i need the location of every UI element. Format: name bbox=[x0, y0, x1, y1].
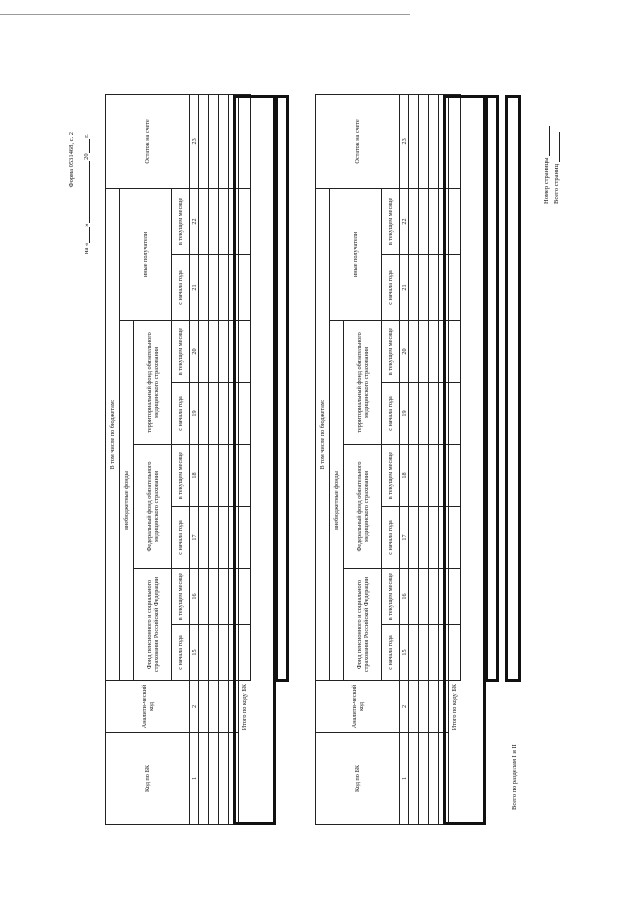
col-number: 23 bbox=[400, 94, 409, 188]
cell-input[interactable] bbox=[219, 733, 229, 825]
cell-input[interactable] bbox=[199, 255, 209, 321]
cell-input[interactable] bbox=[419, 569, 429, 625]
cell-input[interactable] bbox=[409, 255, 419, 321]
cell-input[interactable] bbox=[429, 94, 439, 188]
cell-input[interactable] bbox=[409, 383, 419, 445]
col-number: 22 bbox=[400, 188, 409, 254]
budget-table-2 bbox=[315, 94, 461, 825]
table-2-total-frame bbox=[485, 95, 499, 682]
col-number: 1 bbox=[400, 733, 409, 825]
col-number: 19 bbox=[400, 383, 409, 445]
cell-input[interactable] bbox=[409, 445, 419, 507]
fund-federal-oms-header: Федеральный фонд обязательного медицинского страхования bbox=[344, 445, 382, 569]
table-1-data-frame bbox=[233, 95, 276, 825]
current-month-header: в текущем месяце bbox=[172, 569, 190, 625]
cell-input[interactable] bbox=[219, 569, 229, 625]
col-number: 22 bbox=[190, 188, 199, 254]
cell-input[interactable] bbox=[429, 733, 439, 825]
cell-input[interactable] bbox=[419, 321, 429, 383]
grand-total-label: Всего по разделам I и II bbox=[511, 744, 518, 810]
current-month-header: в текущем месяце bbox=[382, 445, 400, 507]
cell-input[interactable] bbox=[429, 681, 439, 733]
cell-input[interactable] bbox=[429, 625, 439, 681]
col-number: 20 bbox=[190, 321, 199, 383]
cell-input[interactable] bbox=[219, 94, 229, 188]
col-code-bk-header: Код по БК bbox=[316, 733, 400, 825]
cell-input[interactable] bbox=[199, 383, 209, 445]
group-extrabudget-header: внебюджетные фонды bbox=[330, 321, 344, 681]
col-number: 2 bbox=[190, 681, 199, 733]
from-year-start-header: с начала года bbox=[382, 507, 400, 569]
current-month-header: в текущем месяце bbox=[172, 445, 190, 507]
cell-input[interactable] bbox=[209, 507, 219, 569]
cell-input[interactable] bbox=[199, 569, 209, 625]
cell-input[interactable] bbox=[209, 445, 219, 507]
column-number-row bbox=[400, 94, 409, 824]
col-number: 2 bbox=[400, 681, 409, 733]
cell-input[interactable] bbox=[209, 255, 219, 321]
col-number: 16 bbox=[400, 569, 409, 625]
col-number: 21 bbox=[400, 255, 409, 321]
group-extrabudget-header: внебюджетные фонды bbox=[120, 321, 134, 681]
col-number: 23 bbox=[190, 94, 199, 188]
cell-input[interactable] bbox=[409, 681, 419, 733]
cell-input[interactable] bbox=[199, 507, 209, 569]
date-year: 20 bbox=[83, 153, 90, 160]
cell-input[interactable] bbox=[209, 733, 219, 825]
cell-input[interactable] bbox=[419, 733, 429, 825]
group-budgets-header: В том числе по бюджетам: bbox=[106, 188, 120, 680]
cell-input[interactable] bbox=[219, 507, 229, 569]
table-2-data-frame bbox=[443, 95, 486, 825]
cell-input[interactable] bbox=[219, 625, 229, 681]
cell-input[interactable] bbox=[199, 681, 209, 733]
total-label: Итого по коду БК bbox=[451, 684, 459, 731]
col-number: 19 bbox=[190, 383, 199, 445]
cell-input[interactable] bbox=[409, 188, 419, 254]
col-number: 15 bbox=[400, 625, 409, 681]
cell-input[interactable] bbox=[429, 321, 439, 383]
fund-territorial-oms-header: территориальный фонд обязательного медицинского страхования bbox=[344, 321, 382, 445]
cell-input[interactable] bbox=[209, 94, 219, 188]
from-year-start-header: с начала года bbox=[172, 383, 190, 445]
date-suffix: г. bbox=[83, 134, 90, 138]
cell-input[interactable] bbox=[219, 681, 229, 733]
table-row bbox=[419, 94, 429, 824]
cell-input[interactable] bbox=[419, 681, 429, 733]
cell-input[interactable] bbox=[199, 733, 209, 825]
cell-input[interactable] bbox=[409, 569, 419, 625]
cell-input[interactable] bbox=[199, 625, 209, 681]
page-number-label: Номер страницы bbox=[543, 157, 550, 204]
cell-input[interactable] bbox=[209, 383, 219, 445]
col-number: 18 bbox=[190, 445, 199, 507]
table-row bbox=[219, 94, 229, 824]
table-row bbox=[409, 94, 419, 824]
cell-input[interactable] bbox=[409, 321, 419, 383]
form-title: Форма 0531468, с. 2 bbox=[68, 132, 75, 188]
col-number: 17 bbox=[400, 507, 409, 569]
date-mid: » bbox=[83, 223, 90, 227]
total-label: Итого по коду БК bbox=[241, 684, 249, 731]
date-month-field[interactable] bbox=[82, 162, 90, 224]
fund-pension-header: Фонд пенсионного и социального страхования Российской Федерации bbox=[134, 569, 172, 681]
cell-input[interactable] bbox=[209, 188, 219, 254]
cell-input[interactable] bbox=[419, 188, 429, 254]
col-number: 16 bbox=[190, 569, 199, 625]
cell-input[interactable] bbox=[219, 445, 229, 507]
col-number: 21 bbox=[190, 255, 199, 321]
fund-federal-oms-header: Федеральный фонд обязательного медицинского страхования bbox=[134, 445, 172, 569]
col-number: 18 bbox=[400, 445, 409, 507]
col-balance-header: Остаток на счете bbox=[106, 94, 190, 188]
cell-input[interactable] bbox=[209, 681, 219, 733]
page-number-field[interactable] bbox=[542, 126, 550, 156]
cell-input[interactable] bbox=[209, 625, 219, 681]
cell-input[interactable] bbox=[199, 188, 209, 254]
cell-input[interactable] bbox=[219, 321, 229, 383]
fund-territorial-oms-header: территориальный фонд обязательного медицинского страхования bbox=[134, 321, 172, 445]
cell-input[interactable] bbox=[409, 625, 419, 681]
col-number: 20 bbox=[400, 321, 409, 383]
total-pages-label: Всего страниц bbox=[553, 164, 560, 204]
current-month-header: в текущем месяце bbox=[172, 188, 190, 254]
current-month-header: в текущем месяце bbox=[382, 321, 400, 383]
date-day-field[interactable] bbox=[82, 227, 90, 243]
total-pages-field[interactable] bbox=[552, 132, 560, 162]
cell-input[interactable] bbox=[209, 321, 219, 383]
from-year-start-header: с начала года bbox=[382, 255, 400, 321]
cell-input[interactable] bbox=[409, 733, 419, 825]
cell-input[interactable] bbox=[429, 507, 439, 569]
col-number: 15 bbox=[190, 625, 199, 681]
group-other-header: иные получатели bbox=[120, 188, 172, 320]
total-pages bbox=[552, 132, 560, 204]
col-analytic-header: Аналити-ческий код bbox=[316, 681, 400, 733]
budget-table-1 bbox=[105, 94, 251, 825]
from-year-start-header: с начала года bbox=[382, 383, 400, 445]
col-number: 1 bbox=[190, 733, 199, 825]
col-number: 17 bbox=[190, 507, 199, 569]
date-year-field[interactable] bbox=[82, 139, 90, 153]
cell-input[interactable] bbox=[429, 255, 439, 321]
cell-input[interactable] bbox=[429, 569, 439, 625]
cell-input[interactable] bbox=[409, 507, 419, 569]
cell-input[interactable] bbox=[199, 445, 209, 507]
cell-input[interactable] bbox=[429, 188, 439, 254]
cell-input[interactable] bbox=[219, 255, 229, 321]
cell-input[interactable] bbox=[219, 188, 229, 254]
fund-pension-header: Фонд пенсионного и социального страхования Российской Федерации bbox=[344, 569, 382, 681]
current-month-header: в текущем месяце bbox=[382, 188, 400, 254]
col-analytic-header: Аналити-ческий код bbox=[106, 681, 190, 733]
table-row bbox=[199, 94, 209, 824]
cell-input[interactable] bbox=[419, 507, 429, 569]
cell-input[interactable] bbox=[199, 94, 209, 188]
from-year-start-header: с начала года bbox=[172, 255, 190, 321]
page-number bbox=[542, 126, 550, 204]
from-year-start-header: с начала года bbox=[172, 625, 190, 681]
cell-input[interactable] bbox=[419, 255, 429, 321]
col-code-bk-header: Код по БК bbox=[106, 733, 190, 825]
column-number-row bbox=[190, 94, 199, 824]
grand-total-frame[interactable] bbox=[505, 95, 521, 682]
col-balance-header: Остаток на счете bbox=[316, 94, 400, 188]
cell-input[interactable] bbox=[419, 383, 429, 445]
table-1-total-frame bbox=[275, 95, 289, 682]
table-row bbox=[429, 94, 439, 824]
report-date bbox=[82, 134, 90, 254]
cell-input[interactable] bbox=[199, 321, 209, 383]
cell-input[interactable] bbox=[429, 383, 439, 445]
cell-input[interactable] bbox=[419, 445, 429, 507]
from-year-start-header: с начала года bbox=[382, 625, 400, 681]
from-year-start-header: с начала года bbox=[172, 507, 190, 569]
cell-input[interactable] bbox=[209, 569, 219, 625]
current-month-header: в текущем месяце bbox=[172, 321, 190, 383]
cell-input[interactable] bbox=[429, 445, 439, 507]
rotated-form-sheet bbox=[50, 10, 580, 880]
current-month-header: в текущем месяце bbox=[382, 569, 400, 625]
group-budgets-header: В том числе по бюджетам: bbox=[316, 188, 330, 680]
cell-input[interactable] bbox=[419, 625, 429, 681]
cell-input[interactable] bbox=[219, 383, 229, 445]
date-prefix: на « bbox=[83, 242, 90, 254]
table-row bbox=[209, 94, 219, 824]
group-other-header: иные получатели bbox=[330, 188, 382, 320]
cell-input[interactable] bbox=[409, 94, 419, 188]
cell-input[interactable] bbox=[419, 94, 429, 188]
